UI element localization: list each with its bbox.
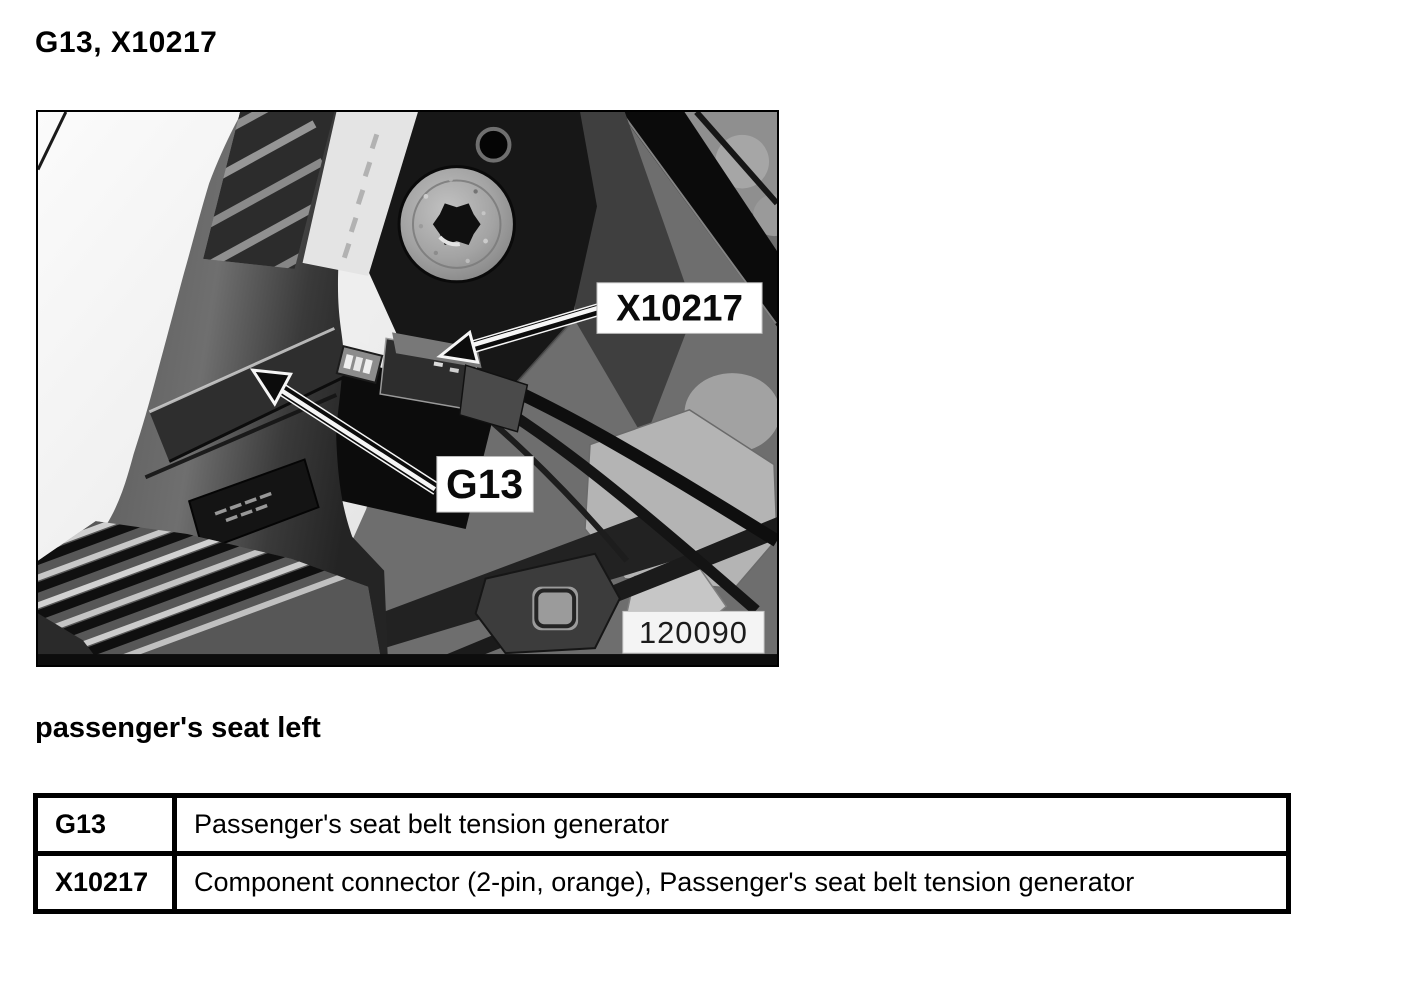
table-row <box>36 854 1289 912</box>
image-number-label: 120090 <box>639 615 748 651</box>
callout-x10217 <box>597 283 762 334</box>
component-photo <box>36 110 779 667</box>
photo-bottom-band <box>38 654 777 665</box>
table-row <box>36 796 1289 854</box>
component-legend-table <box>33 793 1291 914</box>
image-number-box <box>623 611 764 653</box>
callout-x10217-label: X10217 <box>616 287 743 329</box>
component-code: G13 <box>36 796 175 854</box>
callout-g13 <box>437 457 533 513</box>
figure-caption: passenger's seat left <box>35 712 321 744</box>
component-code: X10217 <box>36 854 175 912</box>
photo-illustration <box>38 112 777 665</box>
component-description: Component connector (2-pin, orange), Passenger's seat belt tension generator <box>175 854 1289 912</box>
page-title: G13, X10217 <box>35 26 218 59</box>
bracket-hole <box>478 129 510 161</box>
component-description: Passenger's seat belt tension generator <box>175 796 1289 854</box>
callout-g13-label: G13 <box>446 461 524 508</box>
